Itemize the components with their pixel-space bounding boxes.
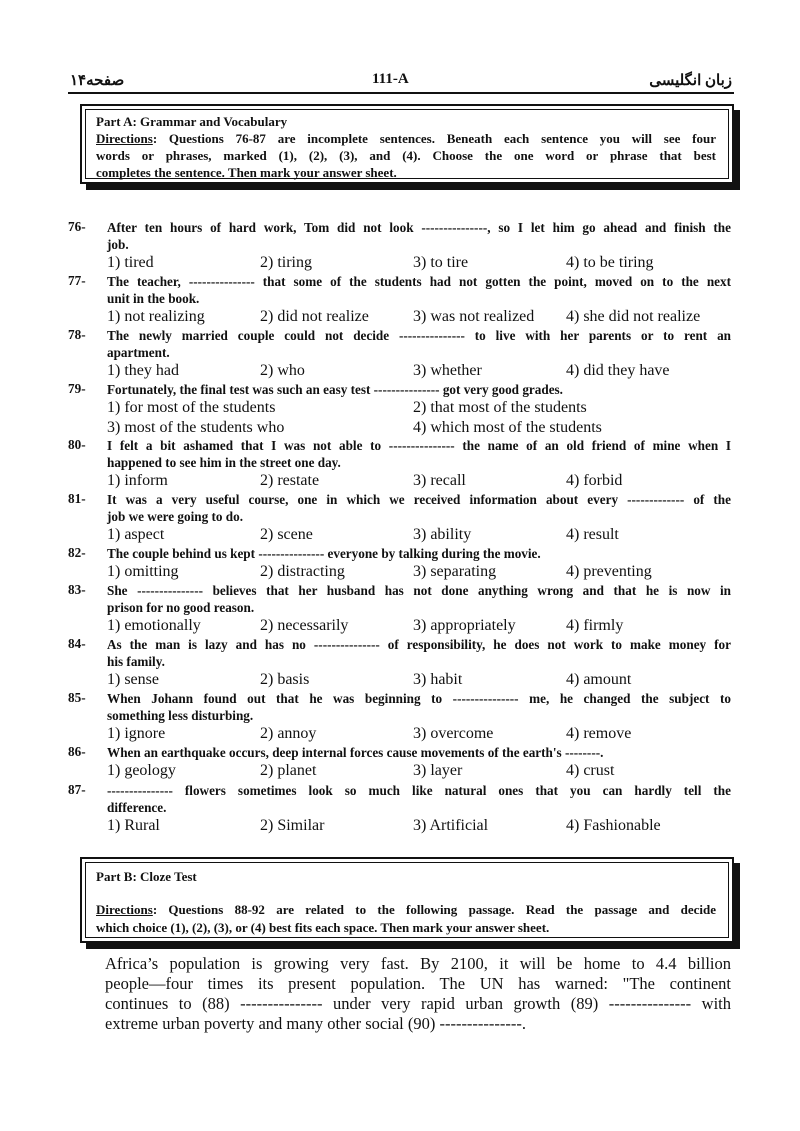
- answer-option[interactable]: 2) that most of the students: [413, 399, 587, 416]
- question-text-line: unit in the book.: [107, 291, 200, 306]
- question-text: [107, 582, 731, 616]
- question-text: [107, 782, 731, 816]
- answer-option[interactable]: 3) Artificial: [413, 817, 489, 834]
- answer-option[interactable]: 2) Similar: [260, 817, 325, 834]
- answer-option[interactable]: 2) distracting: [260, 563, 345, 580]
- part-b-box: [80, 857, 734, 943]
- answer-option[interactable]: 2) restate: [260, 472, 320, 489]
- part-b-directions-label: Directions: [96, 902, 153, 917]
- answer-option[interactable]: 2) basis: [260, 671, 310, 688]
- question-number: 79-: [68, 381, 86, 396]
- answer-option[interactable]: 3) habit: [413, 671, 463, 688]
- question-text: [107, 545, 731, 562]
- booklet-code: 111-A: [372, 71, 409, 87]
- answer-option[interactable]: 1) for most of the students: [107, 399, 276, 416]
- answer-option[interactable]: 4) did they have: [566, 362, 670, 379]
- question-text-line: job we were going to do.: [107, 509, 244, 524]
- part-b-directions-line-1: [96, 902, 716, 918]
- part-a-directions-line-2: words or phrases, marked (1), (2), (3), and (4). Choose the one word or phrase that best: [96, 148, 716, 163]
- question-text: [107, 636, 731, 670]
- question-number: 78-: [68, 327, 86, 342]
- answer-option[interactable]: 4) crust: [566, 762, 615, 779]
- answer-option[interactable]: 3) ability: [413, 526, 472, 543]
- question-text-line: The teacher, --------------- that some of the students had not gotten the point, moved on to the next: [107, 274, 731, 289]
- answer-option[interactable]: 2) annoy: [260, 725, 317, 742]
- answer-option[interactable]: 1) omitting: [107, 563, 179, 580]
- question-text-line: happened to see him in the street one day.: [107, 455, 341, 470]
- answer-option[interactable]: 3) to tire: [413, 254, 469, 271]
- question-text-line: When Johann found out that he was beginning to --------------- me, he changed the subject to: [107, 691, 731, 706]
- answer-option[interactable]: 2) who: [260, 362, 305, 379]
- question-text: [107, 219, 731, 253]
- passage-line: people—four times its present population. The UN has warned: "The continent: [105, 974, 731, 993]
- answer-option[interactable]: 4) firmly: [566, 617, 624, 634]
- answer-option[interactable]: 2) scene: [260, 526, 313, 543]
- answer-option[interactable]: 1) geology: [107, 762, 176, 779]
- part-a-directions-line-1: [96, 131, 716, 147]
- question-text-line: prison for no good reason.: [107, 600, 255, 615]
- part-b-directions-line-2: which choice (1), (2), (3), or (4) best fits each space. Then mark your answer sheet.: [96, 920, 550, 935]
- part-b-directions-text-1: : Questions 88-92 are related to the following passage. Read the passage and decide: [152, 902, 716, 917]
- cloze-passage: [105, 954, 731, 1034]
- question-number: 83-: [68, 582, 86, 597]
- question-text-line: difference.: [107, 800, 167, 815]
- question-text-line: The couple behind us kept --------------- everyone by talking during the movie.: [107, 546, 541, 561]
- answer-option[interactable]: 4) amount: [566, 671, 632, 688]
- part-b-title: Part B: Cloze Test: [96, 869, 197, 884]
- question-text-line: something less disturbing.: [107, 708, 254, 723]
- answer-option[interactable]: 1) they had: [107, 362, 179, 379]
- answer-option[interactable]: 1) inform: [107, 472, 168, 489]
- question-text-line: She --------------- believes that her husband has not done anything wrong and that he is now in: [107, 583, 731, 598]
- answer-option[interactable]: 4) she did not realize: [566, 308, 701, 325]
- question-number: 87-: [68, 782, 86, 797]
- answer-option[interactable]: 1) emotionally: [107, 617, 201, 634]
- answer-option[interactable]: 4) preventing: [566, 563, 652, 580]
- part-a-directions-line-3: completes the sentence. Then mark your answer sheet.: [96, 165, 397, 180]
- answer-option[interactable]: 1) Rural: [107, 817, 160, 834]
- question-text: [107, 690, 731, 724]
- answer-option[interactable]: 2) did not realize: [260, 308, 369, 325]
- question-text: [107, 437, 731, 471]
- answer-option[interactable]: 3) layer: [413, 762, 463, 779]
- answer-option[interactable]: 3) most of the students who: [107, 419, 285, 436]
- question-text-line: his family.: [107, 654, 165, 669]
- question-text: [107, 744, 731, 761]
- part-a-box: [80, 104, 734, 184]
- question-number: 85-: [68, 690, 86, 705]
- answer-option[interactable]: 3) recall: [413, 472, 466, 489]
- answer-option[interactable]: 4) to be tiring: [566, 254, 654, 271]
- question-text: [107, 491, 731, 525]
- passage-line: extreme urban poverty and many other social (90) ---------------.: [105, 1014, 527, 1033]
- answer-option[interactable]: 3) separating: [413, 563, 497, 580]
- subject-title: زبان انگلیسی: [649, 73, 732, 89]
- part-a-directions-label: Directions: [96, 131, 153, 146]
- answer-option[interactable]: 1) tired: [107, 254, 154, 271]
- answer-option[interactable]: 1) ignore: [107, 725, 166, 742]
- question-text: [107, 327, 731, 361]
- question-text-line: The newly married couple could not decide --------------- to live with her parents or to rent an: [107, 328, 731, 343]
- question-number: 76-: [68, 219, 86, 234]
- question-number: 86-: [68, 744, 86, 759]
- question-number: 82-: [68, 545, 86, 560]
- answer-option[interactable]: 1) sense: [107, 671, 159, 688]
- question-text-line: Fortunately, the final test was such an easy test --------------- got very good grades.: [107, 382, 563, 397]
- question-text-line: apartment.: [107, 345, 170, 360]
- answer-option[interactable]: 4) forbid: [566, 472, 623, 489]
- question-text-line: As the man is lazy and has no --------------- of responsibility, he does not work to make money for: [107, 637, 731, 652]
- answer-option[interactable]: 2) necessarily: [260, 617, 349, 634]
- answer-option[interactable]: 2) planet: [260, 762, 317, 779]
- question-text-line: It was a very useful course, one in which we received information about every ------------- of the: [107, 492, 731, 507]
- question-number: 81-: [68, 491, 86, 506]
- page-number: صفحه۱۴: [70, 73, 125, 89]
- question-text-line: When an earthquake occurs, deep internal forces cause movements of the earth's --------.: [107, 745, 604, 760]
- question-text: [107, 273, 731, 307]
- passage-line: Africa’s population is growing very fast. By 2100, it will be home to 4.4 billion: [105, 954, 731, 973]
- part-a-title: Part A: Grammar and Vocabulary: [96, 114, 288, 129]
- question-text: [107, 381, 731, 398]
- answer-option[interactable]: 4) remove: [566, 725, 632, 742]
- answer-option[interactable]: 4) result: [566, 526, 619, 543]
- answer-option[interactable]: 3) was not realized: [413, 308, 535, 325]
- passage-line: continues to (88) --------------- under very rapid urban growth (89) --------------- with: [105, 994, 731, 1013]
- answer-option[interactable]: 4) Fashionable: [566, 817, 661, 834]
- question-text-line: I felt a bit ashamed that I was not able to --------------- the name of an old friend of mine when I: [107, 438, 731, 453]
- question-number: 84-: [68, 636, 86, 651]
- answer-option[interactable]: 3) overcome: [413, 725, 494, 742]
- answer-option[interactable]: 3) whether: [413, 362, 482, 379]
- header-rule: [68, 92, 734, 94]
- part-a-directions-text-1: : Questions 76-87 are incomplete sentences. Beneath each sentence you will see four: [152, 131, 716, 146]
- question-text-line: job.: [107, 237, 129, 252]
- question-number: 80-: [68, 437, 86, 452]
- answer-option[interactable]: 2) tiring: [260, 254, 312, 271]
- answer-option[interactable]: 3) appropriately: [413, 617, 516, 634]
- answer-option[interactable]: 4) which most of the students: [413, 419, 602, 436]
- answer-option[interactable]: 1) aspect: [107, 526, 165, 543]
- question-number: 77-: [68, 273, 86, 288]
- answer-option[interactable]: 1) not realizing: [107, 308, 205, 325]
- question-text-line: After ten hours of hard work, Tom did not look ---------------, so I let him go ahead and finish the: [107, 220, 731, 235]
- question-text-line: --------------- flowers sometimes look so much like natural ones that you can hardly tell the: [107, 783, 731, 798]
